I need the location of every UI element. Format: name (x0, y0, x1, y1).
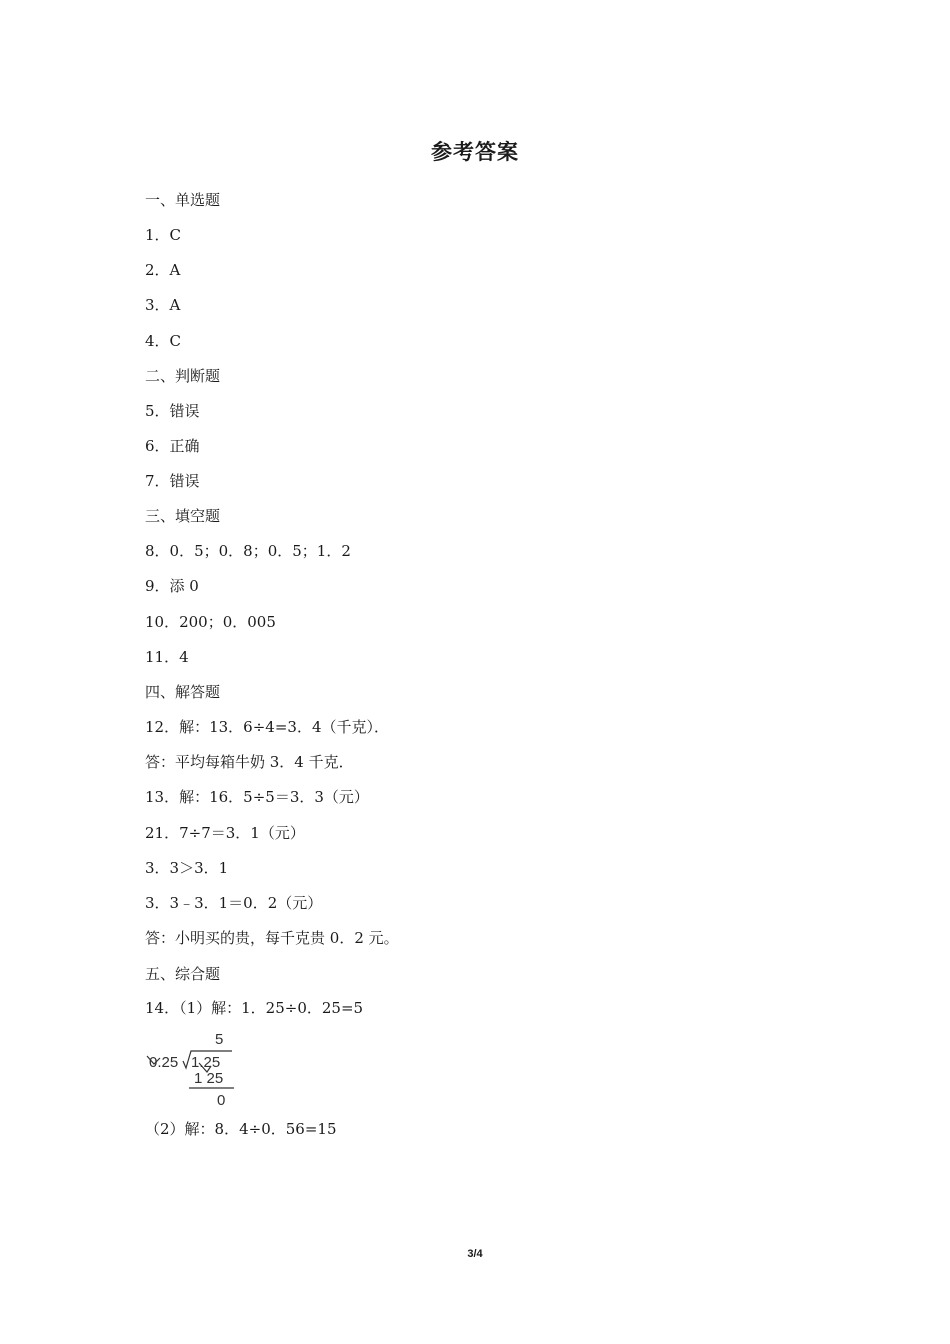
answer-line: 3．3＞3．1 (145, 859, 229, 877)
answer-line: 8．0．5；0．8；0．5；1．2 (145, 542, 351, 560)
divisor: 0.25 (149, 1054, 179, 1071)
answer-line: 21．7÷7＝3．1（元） (145, 824, 305, 842)
answer-line: 答：小明买的贵，每千克贵 0．2 元。 (145, 929, 399, 947)
answer-line: 9．添 0 (145, 577, 199, 595)
answer-line: 5．错误 (145, 402, 200, 420)
section-heading: 三、填空题 (145, 507, 221, 525)
answer-line: 12．解：13．6÷4=3．4（千克）． (145, 718, 389, 736)
answer-line: 7．错误 (145, 472, 200, 490)
answer-line: 4．C (145, 332, 182, 350)
answer-line: 14．（1）解：1．25÷0．25=5 (145, 999, 364, 1017)
answer-line: 1．C (145, 226, 182, 244)
remainder: 0 (217, 1092, 226, 1108)
page-number: 3/4 (467, 1248, 483, 1260)
dividend: 1.25 (191, 1054, 221, 1071)
answer-line: 6．正确 (145, 437, 200, 455)
long-division-figure (143, 1028, 243, 1108)
answer-line: 10．200；0．005 (145, 613, 276, 631)
product: 1 25 (194, 1070, 224, 1087)
page-title: 参考答案 (431, 139, 519, 164)
answer-line: （2）解：8．4÷0．56=15 (145, 1120, 337, 1138)
section-heading: 一、单选题 (145, 191, 221, 209)
answer-line: 13．解：16．5÷5＝3．3（元） (145, 788, 369, 806)
answer-line: 3．3﹣3．1＝0．2（元） (145, 894, 323, 912)
section-heading: 四、解答题 (145, 683, 221, 701)
section-heading: 五、综合题 (145, 965, 221, 983)
section-heading: 二、判断题 (145, 367, 221, 385)
quotient: 5 (215, 1031, 224, 1048)
answer-line: 2．A (145, 261, 181, 279)
answer-line: 3．A (145, 296, 181, 314)
answer-line: 11．4 (145, 648, 189, 666)
answer-line: 答：平均每箱牛奶 3．4 千克． (145, 753, 354, 771)
